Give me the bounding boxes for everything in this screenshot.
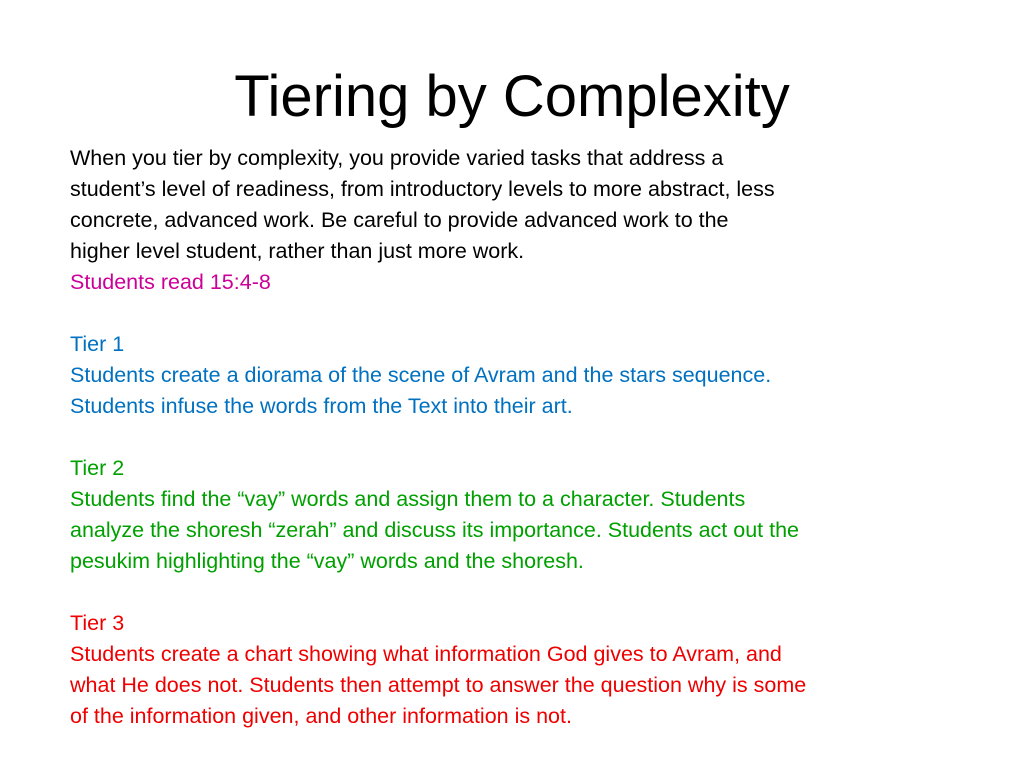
spacer	[70, 298, 970, 329]
tier2-line: Students find the “vay” words and assign them to a character. Students	[70, 487, 746, 511]
spacer	[70, 422, 970, 453]
tier3-line: Students create a chart showing what information God gives to Avram, and	[70, 642, 782, 666]
tier2-section	[70, 453, 970, 577]
slide-body	[70, 143, 970, 732]
tier3-heading: Tier 3	[70, 611, 125, 635]
slide-title: Tiering by Complexity	[234, 64, 790, 129]
tier1-line: Students infuse the words from the Text into their art.	[70, 394, 573, 418]
intro-line: higher level student, rather than just more work.	[70, 239, 525, 263]
reading-assignment: Students read 15:4-8	[70, 270, 271, 294]
tier2-heading: Tier 2	[70, 456, 125, 480]
intro-line: student’s level of readiness, from introductory levels to more abstract, less	[70, 177, 775, 201]
tier3-section	[70, 608, 970, 732]
tier1-line: Students create a diorama of the scene of Avram and the stars sequence.	[70, 363, 772, 387]
tier3-line: what He does not. Students then attempt to answer the question why is some	[70, 673, 807, 697]
spacer	[70, 577, 970, 608]
intro-line: When you tier by complexity, you provide varied tasks that address a	[70, 146, 724, 170]
tier2-line: analyze the shoresh “zerah” and discuss its importance. Students act out the	[70, 518, 800, 542]
tier1-section	[70, 329, 970, 422]
tier1-heading: Tier 1	[70, 332, 125, 356]
intro-line: concrete, advanced work. Be careful to provide advanced work to the	[70, 208, 729, 232]
tier2-line: pesukim highlighting the “vay” words and the shoresh.	[70, 549, 584, 573]
tier3-line: of the information given, and other information is not.	[70, 704, 572, 728]
intro-paragraph	[70, 143, 970, 267]
